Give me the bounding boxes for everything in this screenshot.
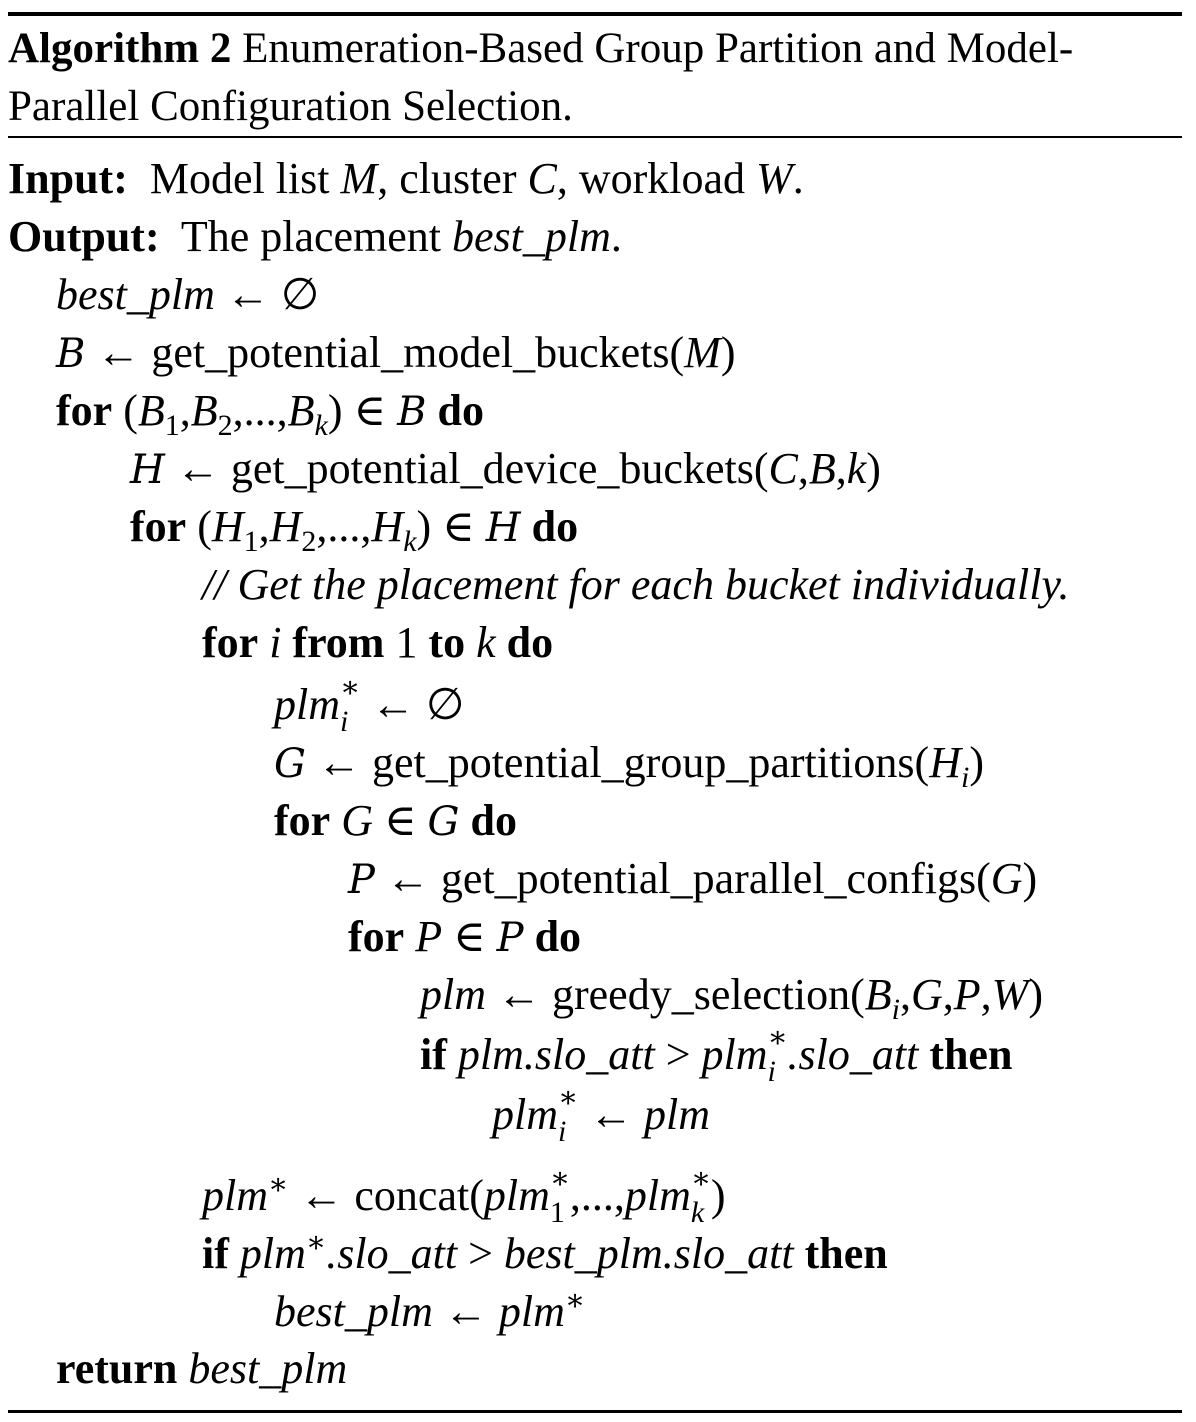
line-comment: // Get the placement for each bucket individually. [202, 560, 1070, 609]
input-line [8, 150, 804, 208]
line-for-device-buckets: for $(H_1,H_2,...,H_k)$ ∈ H do [130, 502, 579, 558]
algorithm-caption [8, 20, 1188, 136]
input-text: Model list M, cluster C, workload W. [149, 154, 804, 203]
line-for-config: for P ∈ P do [348, 912, 582, 961]
input-label: Input: [8, 154, 128, 203]
line-for-model-buckets: for $(B_1,B_2,...,B_k)$ ∈ B do [56, 386, 484, 442]
line-for-i: for i from 1 to k do [202, 618, 554, 667]
line-assign-plm-i: plm ∗ i ← plm [492, 1080, 710, 1148]
top-rule [8, 12, 1182, 16]
algorithm-label: Algorithm 2 [8, 25, 232, 72]
output-label: Output: [8, 212, 160, 261]
bottom-rule [8, 1410, 1182, 1413]
line-parallel-configs: P ← get_potential_parallel_configs(G) [348, 854, 1038, 903]
line-device-buckets: H ← get_potential_device_buckets(C,B,k) [130, 444, 881, 493]
algorithm-title: Enumeration-Based Group Partition and Model-Parallel Configuration Selection. [8, 25, 1074, 130]
line-model-buckets: B ← get_potential_model_buckets(M) [56, 328, 736, 377]
line-group-partitions: G ← $get\_potential\_group\_partitions(H_i)$ [274, 738, 984, 794]
line-init-best: best_plm ← ∅ [56, 270, 320, 319]
line-return: return best_plm [56, 1344, 348, 1393]
output-line [8, 208, 622, 266]
line-concat: plm∗ ← concat(plm ∗ 1 ,...,plm ∗ k ) [202, 1161, 726, 1229]
caption-rule [8, 136, 1182, 138]
line-if-better-bucket: if plm.slo_att > plm ∗ i .slo_att then [420, 1020, 1013, 1088]
line-assign-best: best_plm ← plm∗ [274, 1284, 586, 1336]
line-for-group: for G ∈ G do [274, 796, 517, 845]
line-greedy-selection: plm ← $greedy\_selection(B_i,G,P,W)$ [420, 970, 1043, 1026]
line-init-plm-i: plm ∗ i ← ∅ [274, 670, 465, 738]
line-if-better-total: if plm∗.slo_att > best_plm.slo_att then [202, 1226, 888, 1278]
output-text: The placement best_plm. [180, 212, 622, 261]
